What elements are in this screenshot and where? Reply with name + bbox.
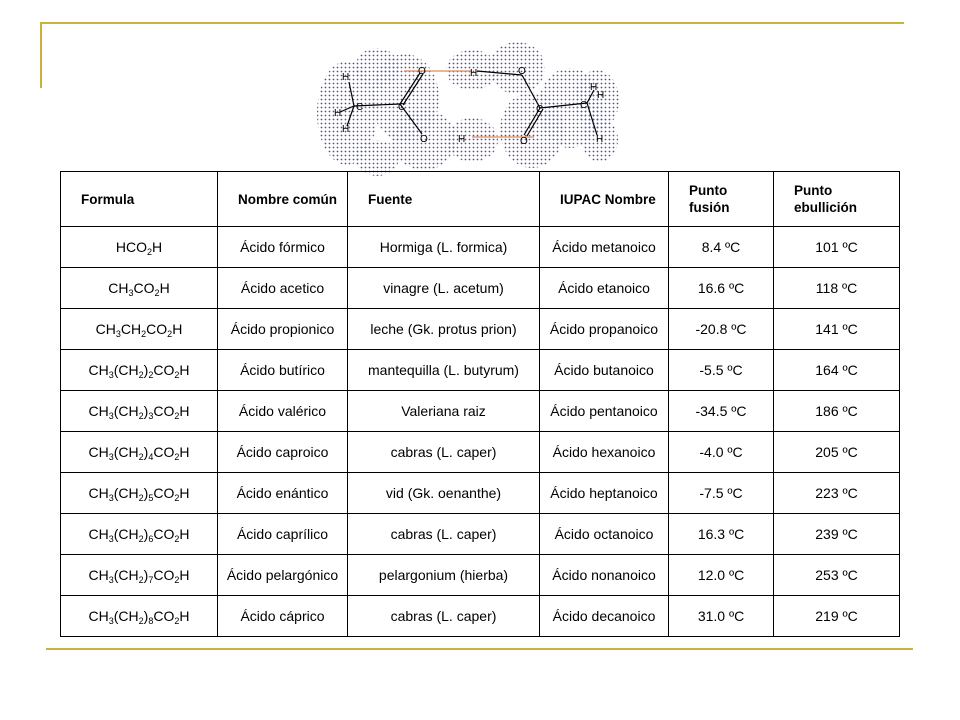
table-row [61, 227, 900, 268]
common-name-cell: Ácido valérico [218, 391, 348, 432]
formula-cell: $CH_3(CH_2)_8CO_2H$ [61, 596, 218, 637]
source-cell: cabras (L. caper) [348, 514, 540, 555]
atom-label: H [470, 68, 478, 79]
atom-label: H [597, 90, 605, 101]
formula-cell: $CH_3(CH_2)_4CO_2H$ [61, 432, 218, 473]
common-name-cell: Ácido caprílico [218, 514, 348, 555]
melting-point-cell: -5.5 ºC [669, 350, 774, 391]
table-row [61, 268, 900, 309]
melting-point-cell: -20.8 ºC [669, 309, 774, 350]
source-cell: vid (Gk. oenanthe) [348, 473, 540, 514]
boiling-point-cell: 186 ºC [774, 391, 900, 432]
iupac-name-cell: Ácido decanoico [540, 596, 669, 637]
table-row [61, 514, 900, 555]
iupac-name-cell: Ácido nonanoico [540, 555, 669, 596]
atom-label: O [518, 66, 526, 77]
source-cell: cabras (L. caper) [348, 596, 540, 637]
boiling-point-cell: 118 ºC [774, 268, 900, 309]
boiling-point-cell: 253 ºC [774, 555, 900, 596]
atom-label: C [398, 102, 406, 113]
table-header-row [61, 172, 900, 227]
source-cell: Hormiga (L. formica) [348, 227, 540, 268]
melting-point-cell: 31.0 ºC [669, 596, 774, 637]
boiling-point-cell: 101 ºC [774, 227, 900, 268]
acetic-acid-dimer-figure [312, 38, 632, 178]
atom-label: O [420, 134, 428, 145]
atom-label: H [458, 134, 466, 145]
source-cell: leche (Gk. protus prion) [348, 309, 540, 350]
melting-point-cell: 16.3 ºC [669, 514, 774, 555]
formula-cell: $CH_3CO_2H$ [61, 268, 218, 309]
header-iupac-name: IUPAC Nombre [540, 172, 669, 227]
table-row [61, 432, 900, 473]
boiling-point-cell: 223 ºC [774, 473, 900, 514]
boiling-point-cell: 219 ºC [774, 596, 900, 637]
header-melting-point: Punto fusión [669, 172, 774, 227]
header-boiling-point: Punto ebullición [774, 172, 900, 227]
melting-point-cell: -7.5 ºC [669, 473, 774, 514]
melting-point-cell: 12.0 ºC [669, 555, 774, 596]
atom-label: H [342, 72, 350, 83]
atom-label: C [536, 104, 544, 115]
common-name-cell: Ácido cáprico [218, 596, 348, 637]
top-rule [40, 22, 904, 24]
formula-cell: $CH_3(CH_2)_5CO_2H$ [61, 473, 218, 514]
source-cell: mantequilla (L. butyrum) [348, 350, 540, 391]
common-name-cell: Ácido fórmico [218, 227, 348, 268]
common-name-cell: Ácido propionico [218, 309, 348, 350]
source-cell: cabras (L. caper) [348, 432, 540, 473]
table-row [61, 473, 900, 514]
carboxylic-acids-table [60, 171, 900, 637]
table-row [61, 555, 900, 596]
table-row [61, 391, 900, 432]
common-name-cell: Ácido caproico [218, 432, 348, 473]
atom-label: C [356, 102, 364, 113]
iupac-name-cell: Ácido hexanoico [540, 432, 669, 473]
formula-cell: $CH_3(CH_2)_6CO_2H$ [61, 514, 218, 555]
boiling-point-cell: 239 ºC [774, 514, 900, 555]
iupac-name-cell: Ácido etanoico [540, 268, 669, 309]
left-rule [40, 22, 42, 88]
table-row [61, 350, 900, 391]
common-name-cell: Ácido butírico [218, 350, 348, 391]
atom-label: H [334, 108, 342, 119]
boiling-point-cell: 205 ºC [774, 432, 900, 473]
iupac-name-cell: Ácido heptanoico [540, 473, 669, 514]
iupac-name-cell: Ácido metanoico [540, 227, 669, 268]
boiling-point-cell: 141 ºC [774, 309, 900, 350]
atom-label: O [520, 136, 528, 147]
common-name-cell: Ácido pelargónico [218, 555, 348, 596]
formula-cell: $CH_3CH_2CO_2H$ [61, 309, 218, 350]
source-cell: pelargonium (hierba) [348, 555, 540, 596]
bottom-rule [46, 648, 913, 650]
common-name-cell: Ácido enántico [218, 473, 348, 514]
source-cell: Valeriana raiz [348, 391, 540, 432]
iupac-name-cell: Ácido octanoico [540, 514, 669, 555]
formula-cell: $CH_3(CH_2)_3CO_2H$ [61, 391, 218, 432]
atom-label: H [342, 124, 350, 135]
table-row [61, 309, 900, 350]
header-source: Fuente [348, 172, 540, 227]
atom-label: H [596, 134, 604, 145]
atom-label: O [418, 66, 426, 77]
table-row [61, 596, 900, 637]
melting-point-cell: -34.5 ºC [669, 391, 774, 432]
formula-cell: $CH_3(CH_2)_2CO_2H$ [61, 350, 218, 391]
formula-cell: $CH_3(CH_2)_7CO_2H$ [61, 555, 218, 596]
boiling-point-cell: 164 ºC [774, 350, 900, 391]
iupac-name-cell: Ácido propanoico [540, 309, 669, 350]
melting-point-cell: 8.4 ºC [669, 227, 774, 268]
header-formula: Formula [61, 172, 218, 227]
melting-point-cell: -4.0 ºC [669, 432, 774, 473]
atom-label: C [580, 100, 588, 111]
iupac-name-cell: Ácido pentanoico [540, 391, 669, 432]
atom-label: H [590, 82, 598, 93]
header-common-name: Nombre común [218, 172, 348, 227]
formula-cell: $HCO_2H$ [61, 227, 218, 268]
melting-point-cell: 16.6 ºC [669, 268, 774, 309]
common-name-cell: Ácido acetico [218, 268, 348, 309]
iupac-name-cell: Ácido butanoico [540, 350, 669, 391]
source-cell: vinagre (L. acetum) [348, 268, 540, 309]
